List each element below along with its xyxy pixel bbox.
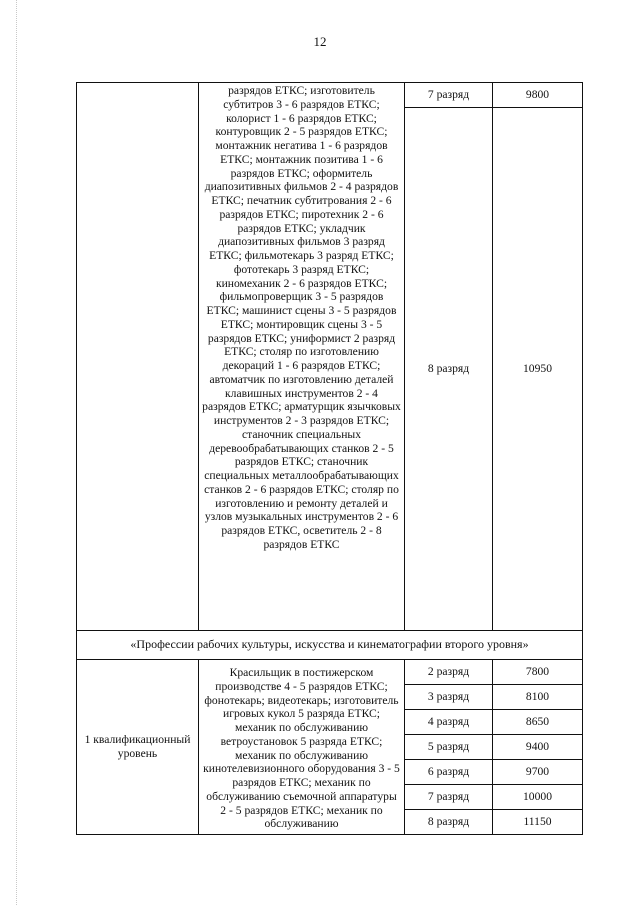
professions-cell: разрядов ЕТКС; изготовитель субтитров 3 - 6 разрядов ЕТКС; колорист 1 - 6 разрядов ЕТКС; контуровщик 2 - 5 разрядов ЕТКС; монтажник негатива 1 - 6 разрядов ЕТКС; монтажник позитива 1 - 6 разрядов ЕТКС; оформитель диапозитивных фильмов 2 - 4 разрядов ЕТКС; печатник субтитрования 2 - 6 разрядов ЕТКС; пиротехник 2 - 6 разрядов ЕТКС; укладчик диапозитивных фильмов 3 разряд ЕТКС; фильмотекарь 3 разряд ЕТКС; фототекарь 3 разряд ЕТКС; киномеханик 2 - 6 разрядов ЕТКС; фильмопроверщик 3 - 5 разрядов ЕТКС; машинист сцены 3 - 5 разрядов ЕТКС; монтировщик сцены 3 - 5 разрядов ЕТКС; униформист 2 разряд ЕТКС; столяр по изготовлению декораций 1 - 6 разрядов ЕТКС; автоматчик по изготовлению деталей клавишных инструментов 2 - 4 разрядов ЕТКС; арматурщик язычковых инструментов 2 - 3 разрядов ЕТКС; станочник специальных деревообрабатывающих станков 2 - 5 разрядов ЕТКС; станочник специальных металлообрабатывающих станков 2 - 6 разрядов ЕТКС; столяр по изготовлению и ремонту деталей и узлов музыкальных инструментов 2 - 6 разрядов ЕТКС, осветитель 2 - 8 разрядов ЕТКС [199, 83, 405, 631]
grade-cell: 4 разряд [405, 710, 493, 735]
grade-cell: 5 разряд [405, 735, 493, 760]
page-number: 12 [313, 34, 327, 49]
grade-cell: 7 разряд [405, 83, 493, 108]
table-row [77, 660, 583, 685]
grade-cell: 8 разряд [405, 810, 493, 835]
grade-cell: 8 разряд [405, 108, 493, 631]
scan-edge-artifact [0, 0, 17, 905]
salary-cell: 7800 [493, 660, 583, 685]
grade-cell: 2 разряд [405, 660, 493, 685]
qualification-level-cell: 1 квалификационный уровень [77, 660, 199, 835]
grade-cell: 3 разряд [405, 685, 493, 710]
grade-cell: 6 разряд [405, 760, 493, 785]
salary-cell: 9800 [493, 83, 583, 108]
qualification-level-cell [77, 83, 199, 631]
grade-cell: 7 разряд [405, 785, 493, 810]
salary-table [76, 82, 583, 835]
salary-cell: 10000 [493, 785, 583, 810]
salary-cell: 8650 [493, 710, 583, 735]
salary-cell: 9400 [493, 735, 583, 760]
salary-cell: 9700 [493, 760, 583, 785]
salary-cell: 8100 [493, 685, 583, 710]
table-row [77, 83, 583, 108]
section-title: «Профессии рабочих культуры, искусства и кинематографии второго уровня» [77, 631, 583, 660]
salary-cell: 11150 [493, 810, 583, 835]
professions-cell: Красильщик в постижерском производстве 4 - 5 разрядов ЕТКС; фонотекарь; видеотекарь; изготовитель игровых кукол 5 разряда ЕТКС; механик по обслуживанию ветроустановок 5 разряда ЕТКС; механик по обслуживанию кинотелевизионного оборудования 3 - 5 разрядов ЕТКС; механик по обслуживанию съемочной аппаратуры 2 - 5 разрядов ЕТКС; механик по обслуживанию [199, 660, 405, 835]
salary-cell: 10950 [493, 108, 583, 631]
section-row [77, 631, 583, 660]
